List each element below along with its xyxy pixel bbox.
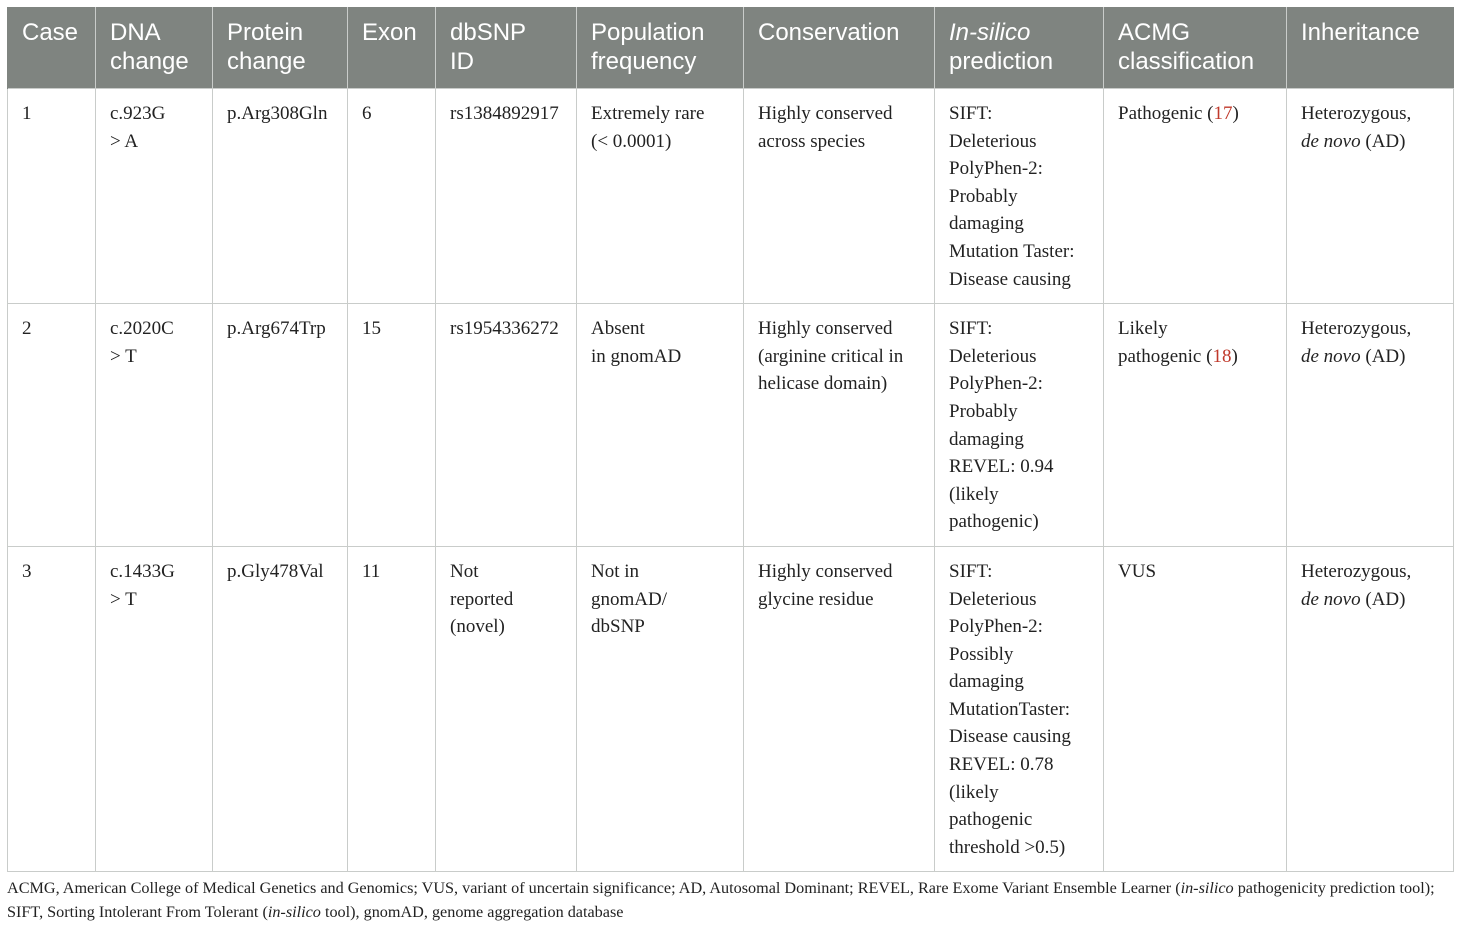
header-conservation: Conservation — [744, 7, 935, 89]
cell-dna-change: c.923G > A — [96, 89, 213, 304]
header-dbsnp-id: dbSNP ID — [436, 7, 577, 89]
cell-dbsnp-id: Not reported (novel) — [436, 546, 577, 872]
cell-population-frequency: Extremely rare (< 0.0001) — [577, 89, 744, 304]
header-case: Case — [8, 7, 96, 89]
cell-population-frequency: Absent in gnomAD — [577, 304, 744, 547]
cell-exon: 15 — [348, 304, 436, 547]
cell-conservation: Highly conserved glycine residue — [744, 546, 935, 872]
cell-dbsnp-id: rs1384892917 — [436, 89, 577, 304]
cell-protein-change: p.Arg674Trp — [213, 304, 348, 547]
table-row — [8, 546, 1454, 872]
header-acmg-classification: ACMG classification — [1104, 7, 1287, 89]
header-inheritance: Inheritance — [1287, 7, 1454, 89]
header-in-silico-prediction: In-silico prediction — [935, 7, 1104, 89]
cell-dna-change: c.1433G > T — [96, 546, 213, 872]
cell-conservation: Highly conserved across species — [744, 89, 935, 304]
cell-acmg-classification: Pathogenic (17) — [1104, 89, 1287, 304]
cell-case: 1 — [8, 89, 96, 304]
cell-acmg-classification: Likely pathogenic (18) — [1104, 304, 1287, 547]
cell-protein-change: p.Gly478Val — [213, 546, 348, 872]
table-row — [8, 304, 1454, 547]
cell-case: 3 — [8, 546, 96, 872]
cell-conservation: Highly conserved (arginine critical in helicase domain) — [744, 304, 935, 547]
cell-protein-change: p.Arg308Gln — [213, 89, 348, 304]
header-protein-change: Protein change — [213, 7, 348, 89]
reference-link-17[interactable]: 17 — [1213, 103, 1233, 124]
cell-in-silico-prediction: SIFT: Deleterious PolyPhen-2: Possibly damaging MutationTaster: Disease causing REVEL: 0.78 (likely pathogenic threshold >0.5) — [935, 546, 1104, 872]
table-footnote: ACMG, American College of Medical Genetics and Genomics; VUS, variant of uncertain significance; AD, Autosomal Dominant; REVEL, Rare Exome Variant Ensemble Learner (in-silico pathogenicity prediction tool); SIFT, Sorting Intolerant From Tolerant (in-silico tool), gnomAD, genome aggregation database — [7, 879, 1435, 921]
cell-in-silico-prediction: SIFT: Deleterious PolyPhen-2: Probably damaging REVEL: 0.94 (likely pathogenic) — [935, 304, 1104, 547]
cell-acmg-classification: VUS — [1104, 546, 1287, 872]
cell-population-frequency: Not in gnomAD/ dbSNP — [577, 546, 744, 872]
cell-inheritance: Heterozygous, de novo (AD) — [1287, 89, 1454, 304]
cell-inheritance: Heterozygous, de novo (AD) — [1287, 546, 1454, 872]
cell-exon: 6 — [348, 89, 436, 304]
header-dna-change: DNA change — [96, 7, 213, 89]
cell-case: 2 — [8, 304, 96, 547]
reference-link-18[interactable]: 18 — [1212, 345, 1232, 367]
cell-dna-change: c.2020C > T — [96, 304, 213, 547]
variant-table-container — [7, 7, 1453, 872]
variant-table — [7, 7, 1454, 872]
cell-dbsnp-id: rs1954336272 — [436, 304, 577, 547]
table-row — [8, 89, 1454, 304]
header-population-frequency: Population frequency — [577, 7, 744, 89]
cell-in-silico-prediction: SIFT: Deleterious PolyPhen-2: Probably damaging Mutation Taster: Disease causing — [935, 89, 1104, 304]
cell-exon: 11 — [348, 546, 436, 872]
header-exon: Exon — [348, 7, 436, 89]
cell-inheritance: Heterozygous, de novo (AD) — [1287, 304, 1454, 547]
table-header-row — [8, 7, 1454, 89]
